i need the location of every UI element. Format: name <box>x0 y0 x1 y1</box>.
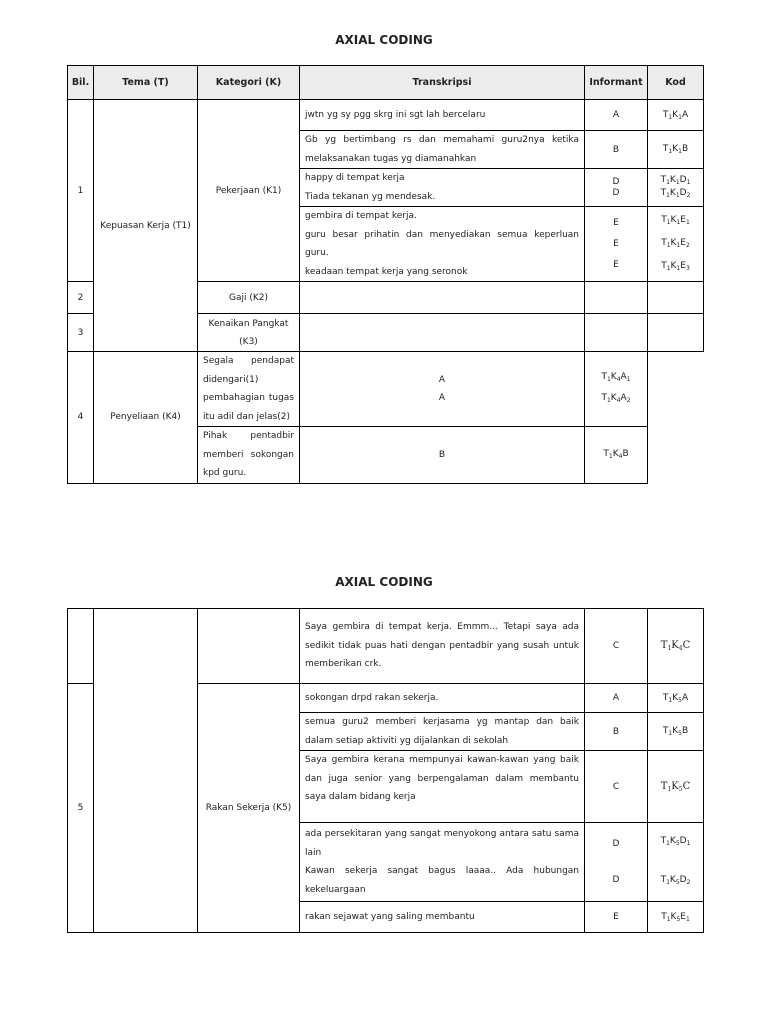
table-header-row <box>68 66 704 100</box>
kod-cell: $T_1K_5D_1$ $T_1K_5D_2$ <box>648 823 704 902</box>
informant-cell: A A <box>300 352 585 427</box>
kod-cell: $T_1K_1B$ <box>648 131 704 169</box>
informant-cell: A <box>585 100 648 131</box>
informant-cell: D D <box>585 169 648 207</box>
informant-cell: C <box>585 609 648 684</box>
axial-coding-table-2 <box>67 608 704 933</box>
informant-cell: B <box>300 427 585 484</box>
kategori-cell: Pekerjaan (K1) <box>198 100 300 282</box>
page-title-2: AXIAL CODING <box>335 575 433 589</box>
informant-cell: B <box>585 131 648 169</box>
kategori-cell: Kenaikan Pangkat (K3) <box>198 314 300 352</box>
header-transkripsi: Transkripsi <box>300 66 585 100</box>
bil-cell: 3 <box>68 314 94 352</box>
transkripsi-cell: Pihak pentadbir memberi sokongan kpd guru. <box>198 427 300 484</box>
tema-cell: Kepuasan Kerja (T1) <box>94 100 198 352</box>
transkripsi-cell: rakan sejawat yang saling membantu <box>300 902 585 933</box>
informant-cell <box>585 314 648 352</box>
kategori-cell <box>198 609 300 684</box>
header-kategori: Kategori (K) <box>198 66 300 100</box>
transkripsi-cell: ada persekitaran yang sangat menyokong antara satu sama lain Kawan sekerja sangat bagus laaaa.. Ada hubungan kekeluargaan <box>300 823 585 902</box>
transkripsi-cell <box>300 314 585 352</box>
transkripsi-cell: Saya gembira kerana mempunyai kawan-kawan yang baik dan juga senior yang berpengalaman dalam membantu saya dalam bidang kerja <box>300 751 585 823</box>
transkripsi-cell <box>300 282 585 314</box>
bil-cell: 4 <box>68 352 94 484</box>
transkripsi-cell: Segala pendapat didengari(1) pembahagian tugas itu adil dan jelas(2) <box>198 352 300 427</box>
kategori-cell: Gaji (K2) <box>198 282 300 314</box>
bil-cell: 5 <box>68 684 94 933</box>
informant-cell: B <box>585 713 648 751</box>
table-row <box>68 352 704 427</box>
informant-cell: E <box>585 902 648 933</box>
kod-cell: $T_1K_4A_1$ $T_1K_4A_2$ <box>585 352 648 427</box>
kategori-cell: Rakan Sekerja (K5) <box>198 684 300 933</box>
transkripsi-cell: sokongan drpd rakan sekerja. <box>300 684 585 713</box>
header-kod: Kod <box>648 66 704 100</box>
kategori-cell: Penyeliaan (K4) <box>94 352 198 484</box>
kod-cell: $T_1K_5B$ <box>648 713 704 751</box>
tema-cell <box>94 609 198 933</box>
bil-cell <box>68 609 94 684</box>
bil-cell: 2 <box>68 282 94 314</box>
kod-cell: $T_1K_1E_1$ $T_1K_1E_2$ $T_1K_1E_3$ <box>648 207 704 282</box>
kod-cell: $T_1K_1D_1$ $T_1K_1D_2$ <box>648 169 704 207</box>
informant-cell: C <box>585 751 648 823</box>
kod-cell <box>648 314 704 352</box>
kod-cell: $T_1K_4B$ <box>585 427 648 484</box>
page-title: AXIAL CODING <box>335 33 433 47</box>
kod-cell <box>648 282 704 314</box>
table-row <box>68 100 704 131</box>
transkripsi-cell: jwtn yg sy pgg skrg ini sgt lah bercelaru <box>300 100 585 131</box>
header-bil: Bil. <box>68 66 94 100</box>
header-informant: Informant <box>585 66 648 100</box>
informant-cell: D D <box>585 823 648 902</box>
transkripsi-cell: gembira di tempat kerja. guru besar prihatin dan menyediakan semua keperluan guru. keadaan tempat kerja yang seronok <box>300 207 585 282</box>
table-row <box>68 609 704 684</box>
header-tema: Tema (T) <box>94 66 198 100</box>
informant-cell <box>585 282 648 314</box>
kod-cell: $T_1K_4C$ <box>648 609 704 684</box>
transkripsi-cell: Saya gembira di tempat kerja. Emmm… Tetapi saya ada sedikit tidak puas hati dengan pentadbir yang susah untuk memberikan crk. <box>300 609 585 684</box>
informant-cell: E E E <box>585 207 648 282</box>
axial-coding-table <box>67 65 704 484</box>
transkripsi-cell: semua guru2 memberi kerjasama yg mantap dan baik dalam setiap aktiviti yg dijalankan di sekolah <box>300 713 585 751</box>
bil-cell: 1 <box>68 100 94 282</box>
kod-cell: $T_1K_5A$ <box>648 684 704 713</box>
informant-cell: A <box>585 684 648 713</box>
kod-cell: $T_1K_5C$ <box>648 751 704 823</box>
transkripsi-cell: Gb yg bertimbang rs dan memahami guru2nya ketika melaksanakan tugas yg diamanahkan <box>300 131 585 169</box>
kod-cell: $T_1K_5E_1$ <box>648 902 704 933</box>
kod-cell: $T_1K_1A$ <box>648 100 704 131</box>
transkripsi-cell: happy di tempat kerja Tiada tekanan yg mendesak. <box>300 169 585 207</box>
